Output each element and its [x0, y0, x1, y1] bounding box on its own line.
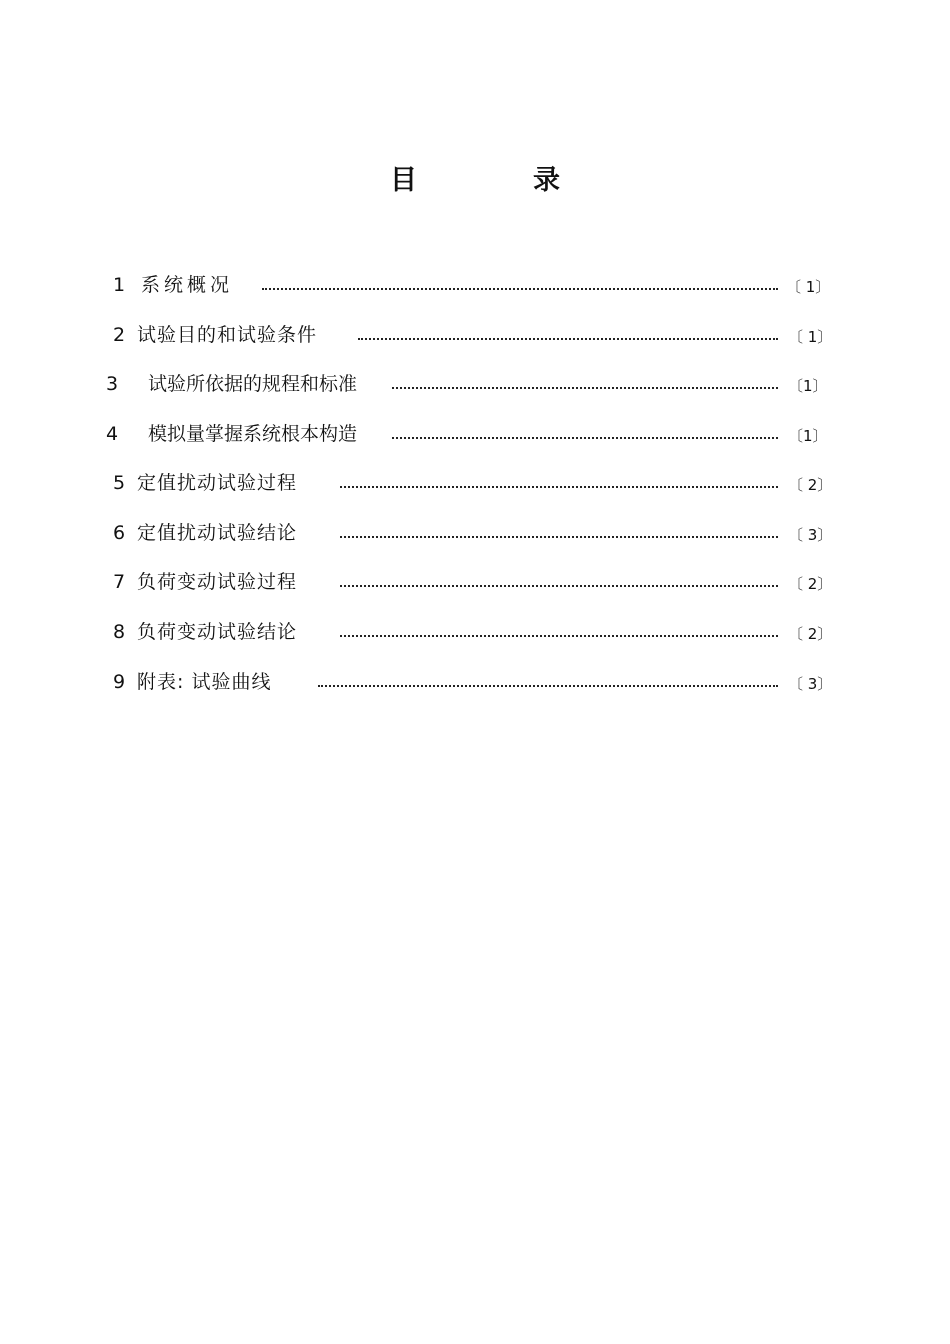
toc-entry-number: 3: [106, 373, 119, 395]
toc-entry-label: 定值扰动试验过程: [137, 472, 298, 494]
toc-leader-dots: [340, 536, 778, 538]
toc-entry[interactable]: [0, 416, 950, 452]
toc-entry-label: 系统概况: [141, 274, 234, 296]
page-title: [0, 158, 950, 198]
toc-page-number: 〔1〕: [788, 377, 828, 395]
title-char-left: 目: [390, 165, 417, 196]
toc-page-number: 〔 1〕: [788, 328, 833, 346]
toc-page-number: 〔1〕: [788, 427, 828, 445]
toc-entry[interactable]: [0, 465, 950, 501]
title-char-right: 录: [533, 165, 560, 196]
toc-leader-dots: [358, 338, 778, 340]
toc-leader-dots: [392, 387, 778, 389]
toc-page-number: 〔 2〕: [788, 476, 833, 494]
toc-entry-number: 7: [113, 571, 126, 593]
toc-page-number: 〔 3〕: [788, 526, 833, 544]
toc-entry-number: 9: [113, 671, 126, 693]
toc-entry[interactable]: [0, 366, 950, 402]
toc-entry-number: 8: [113, 621, 126, 643]
toc-entry-number: 4: [106, 423, 119, 445]
toc-entry-label: 试验目的和试验条件: [137, 324, 318, 346]
toc-entry[interactable]: [0, 664, 950, 700]
toc-page-number: 〔 2〕: [788, 575, 833, 593]
toc-entry-label: 模拟量掌握系统根本构造: [148, 423, 358, 445]
toc-entry[interactable]: [0, 564, 950, 600]
toc-entry-number: 2: [113, 324, 126, 346]
toc-entry-label: 负荷变动试验结论: [137, 621, 298, 643]
toc-leader-dots: [318, 685, 778, 687]
toc-entry[interactable]: [0, 317, 950, 353]
toc-entry-label: 附表: 试验曲线: [137, 671, 272, 693]
toc-leader-dots: [340, 585, 778, 587]
toc-page-number: 〔 3〕: [788, 675, 833, 693]
toc-leader-dots: [340, 635, 778, 637]
toc-leader-dots: [340, 486, 778, 488]
toc-leader-dots: [262, 288, 778, 290]
toc-entry-number: 6: [113, 522, 126, 544]
toc-page-number: 〔 2〕: [788, 625, 833, 643]
toc-leader-dots: [392, 437, 778, 439]
toc-entry-number: 5: [113, 472, 126, 494]
toc-entry[interactable]: [0, 267, 950, 303]
toc-entry[interactable]: [0, 515, 950, 551]
toc-entry-label: 定值扰动试验结论: [137, 522, 298, 544]
toc-page-number: 〔 1〕: [786, 278, 831, 296]
toc-entry[interactable]: [0, 614, 950, 650]
toc-entry-number: 1: [113, 274, 126, 296]
toc-entry-label: 负荷变动试验过程: [137, 571, 298, 593]
toc-entry-label: 试验所依据的规程和标准: [148, 373, 358, 395]
